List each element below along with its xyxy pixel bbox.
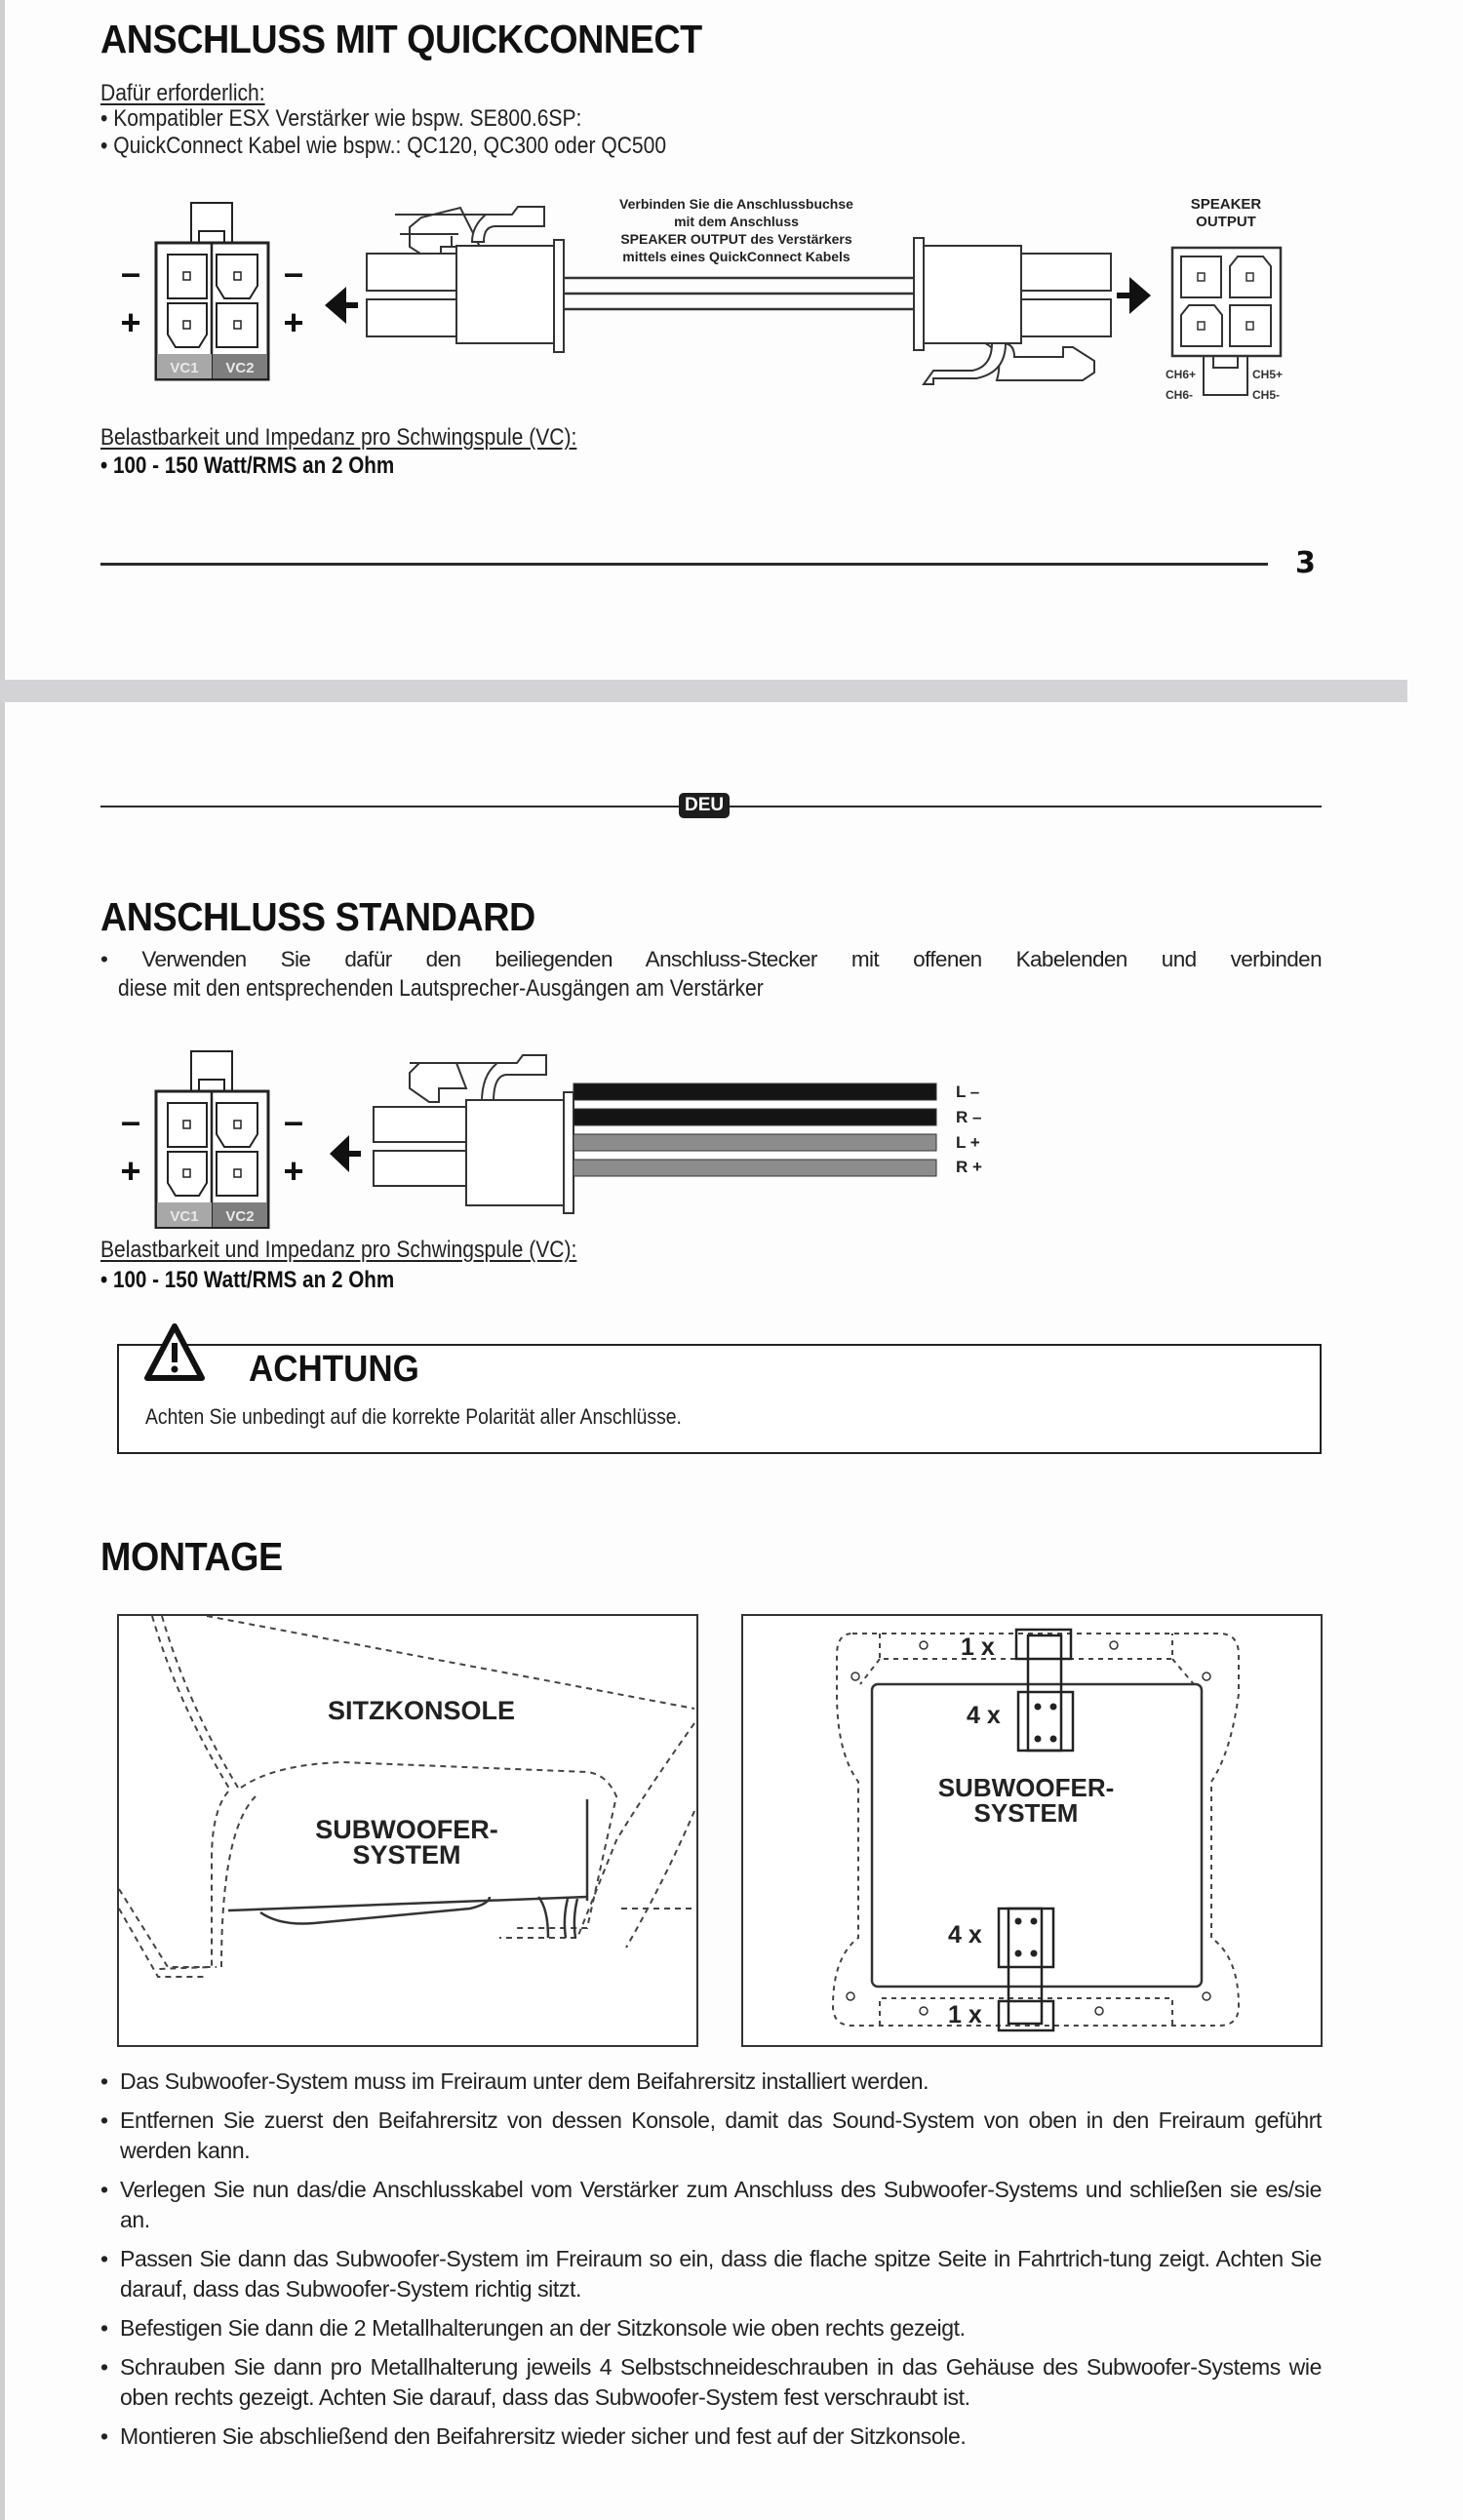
montage-step: • Schrauben Sie dann pro Metallhalterung jeweils 4 Selbstschneideschrauben in das Gehäuse des Subwoofer-Systems wie oben rechts gezeigt. Achten Sie darauf, dass das Subwoofer-System fest verschraubt ist. — [100, 2352, 1322, 2413]
figure-side-view — [117, 1614, 698, 2047]
warning-text: Achten Sie unbedingt auf die korrekte Polarität aller Anschlüsse. — [145, 1404, 682, 1429]
section-title-standard: ANSCHLUSS STANDARD — [100, 894, 535, 939]
quickconnect-cable — [564, 278, 927, 309]
montage-steps — [100, 2067, 1322, 2461]
montage-step: • Das Subwoofer-System muss im Freiraum unter dem Beifahrersitz installiert werden. — [100, 2067, 1322, 2097]
top-view-drawing — [743, 1616, 1321, 2045]
load-value: • 100 - 150 Watt/RMS an 2 Ohm — [100, 453, 395, 479]
subwoofer-socket-connector — [156, 1051, 268, 1228]
cable-wire — [573, 1109, 936, 1125]
quickconnect-plug-left — [367, 207, 564, 352]
plus-sign-left: + — [120, 1151, 141, 1191]
ch6-minus-label: CH6- — [1166, 388, 1194, 402]
montage-step: • Befestigen Sie dann die 2 Metallhalterungen an der Sitzkonsole wie oben rechts gezeigt. — [100, 2313, 1322, 2343]
top-bracket-count: 1 x — [961, 1634, 995, 1661]
vc2-label: VC2 — [225, 1208, 255, 1225]
minus-sign-right: – — [283, 253, 304, 293]
figure-top-view — [741, 1614, 1323, 2047]
vc2-label: VC2 — [225, 360, 255, 376]
bottom-bracket — [999, 1909, 1053, 2030]
requirement-item: • QuickConnect Kabel wie bspw.: QC120, QC300 oder QC500 — [100, 133, 667, 159]
standard-paragraph: • Verwenden Sie dafür den beiliegenden Anschluss-Stecker mit offenen Kabelenden und verbinden — [100, 947, 1322, 971]
vc1-label: VC1 — [170, 1208, 199, 1225]
ch5-minus-label: CH5- — [1252, 388, 1281, 402]
label-subwoofer-line2: SYSTEM — [352, 1840, 461, 1870]
standard-paragraph-cont: diese mit den entsprechenden Lautsprecher-Ausgängen am Verstärker — [118, 975, 764, 1002]
montage-step: • Entfernen Sie zuerst den Beifahrersitz von dessen Konsole, damit das Sound-System von oben in den Freiraum geführt werden kann. — [100, 2106, 1322, 2166]
bottom-bracket-count: 1 x — [948, 2001, 982, 2028]
wire-label: R + — [956, 1158, 982, 1176]
vc1-label: VC1 — [170, 360, 199, 376]
open-end-plug — [374, 1055, 573, 1213]
footer-rule — [100, 563, 1268, 566]
label-subwoofer-line1: SUBWOOFER- — [315, 1815, 498, 1844]
top-screws-count: 4 x — [967, 1702, 1001, 1729]
label-sitzkonsole: SITZKONSOLE — [327, 1696, 516, 1725]
svg-text:mittels eines QuickConnect Kab: mittels eines QuickConnect Kabels — [622, 249, 850, 264]
wire-label: R – — [956, 1108, 982, 1126]
ch5-plus-label: CH5+ — [1252, 368, 1284, 381]
section-title-montage: MONTAGE — [100, 1534, 283, 1579]
load-heading: Belastbarkeit und Impedanz pro Schwingspule (VC): — [100, 424, 577, 451]
arrow-left-icon — [325, 287, 358, 324]
montage-step: • Verlegen Sie nun das/die Anschlusskabel vom Verstärker zum Anschluss des Subwoofer-Systems und schließen sie es/sie an. — [100, 2175, 1322, 2235]
minus-sign-right: – — [283, 1101, 304, 1141]
cable-wire — [573, 1134, 936, 1151]
arrow-left-icon — [330, 1135, 361, 1172]
montage-step: • Passen Sie dann das Subwoofer-System im Freiraum so ein, dass die flache spitze Seite in Fahrtrich-tung zeigt. Achten Sie darauf, dass das Subwoofer-System richtig sitzt. — [100, 2244, 1322, 2304]
quickconnect-diagram — [0, 185, 1463, 414]
arrow-right-icon — [1117, 277, 1151, 314]
requirements-heading: Dafür erforderlich: — [100, 80, 265, 106]
wire-label: L + — [956, 1133, 980, 1152]
page-number: 3 — [1295, 546, 1316, 580]
wire-label: L – — [956, 1083, 980, 1101]
cable-wire — [573, 1160, 936, 1176]
label-subwoofer-line2: SYSTEM — [973, 1798, 1079, 1828]
svg-text:SPEAKER OUTPUT des Verstärkers: SPEAKER OUTPUT des Verstärkers — [620, 231, 852, 247]
bottom-screws-count: 4 x — [948, 1921, 982, 1949]
cable-wire — [573, 1083, 936, 1100]
page-separator — [0, 680, 1407, 702]
minus-sign-left: – — [120, 1101, 141, 1141]
requirement-item: • Kompatibler ESX Verstärker wie bspw. SE800.6SP: — [100, 105, 582, 132]
warning-triangle-icon — [141, 1321, 210, 1390]
plus-sign-right: + — [283, 1151, 304, 1191]
subwoofer-socket-connector — [156, 203, 268, 379]
language-badge: DEU — [679, 793, 730, 818]
section-title-quickconnect: ANSCHLUSS MIT QUICKCONNECT — [100, 17, 702, 61]
label-subwoofer-line1: SUBWOOFER- — [937, 1773, 1115, 1802]
svg-text:mit dem Anschluss: mit dem Anschluss — [674, 214, 799, 229]
load-value: • 100 - 150 Watt/RMS an 2 Ohm — [100, 1267, 395, 1293]
plus-sign-right: + — [283, 302, 304, 342]
svg-text:Verbinden Sie die Anschlussbuc: Verbinden Sie die Anschlussbuchse — [619, 196, 853, 212]
warning-title: ACHTUNG — [249, 1349, 419, 1390]
ch6-plus-label: CH6+ — [1166, 368, 1197, 381]
side-view-drawing — [119, 1616, 696, 2045]
standard-connection-diagram — [0, 1024, 1073, 1229]
cable-wires — [573, 1083, 936, 1176]
plus-sign-left: + — [120, 302, 141, 342]
top-bracket — [1016, 1630, 1073, 1751]
load-heading: Belastbarkeit und Impedanz pro Schwingspule (VC): — [100, 1237, 577, 1263]
speaker-output-label-1: SPEAKER — [1190, 196, 1262, 213]
minus-sign-left: – — [120, 253, 141, 293]
quickconnect-plug-right — [914, 238, 1111, 384]
speaker-output-label-2: OUTPUT — [1196, 214, 1256, 230]
quickconnect-caption — [619, 196, 853, 264]
montage-step: • Montieren Sie abschließend den Beifahrersitz wieder sicher und fest auf der Sitzkonsole. — [100, 2422, 1322, 2452]
